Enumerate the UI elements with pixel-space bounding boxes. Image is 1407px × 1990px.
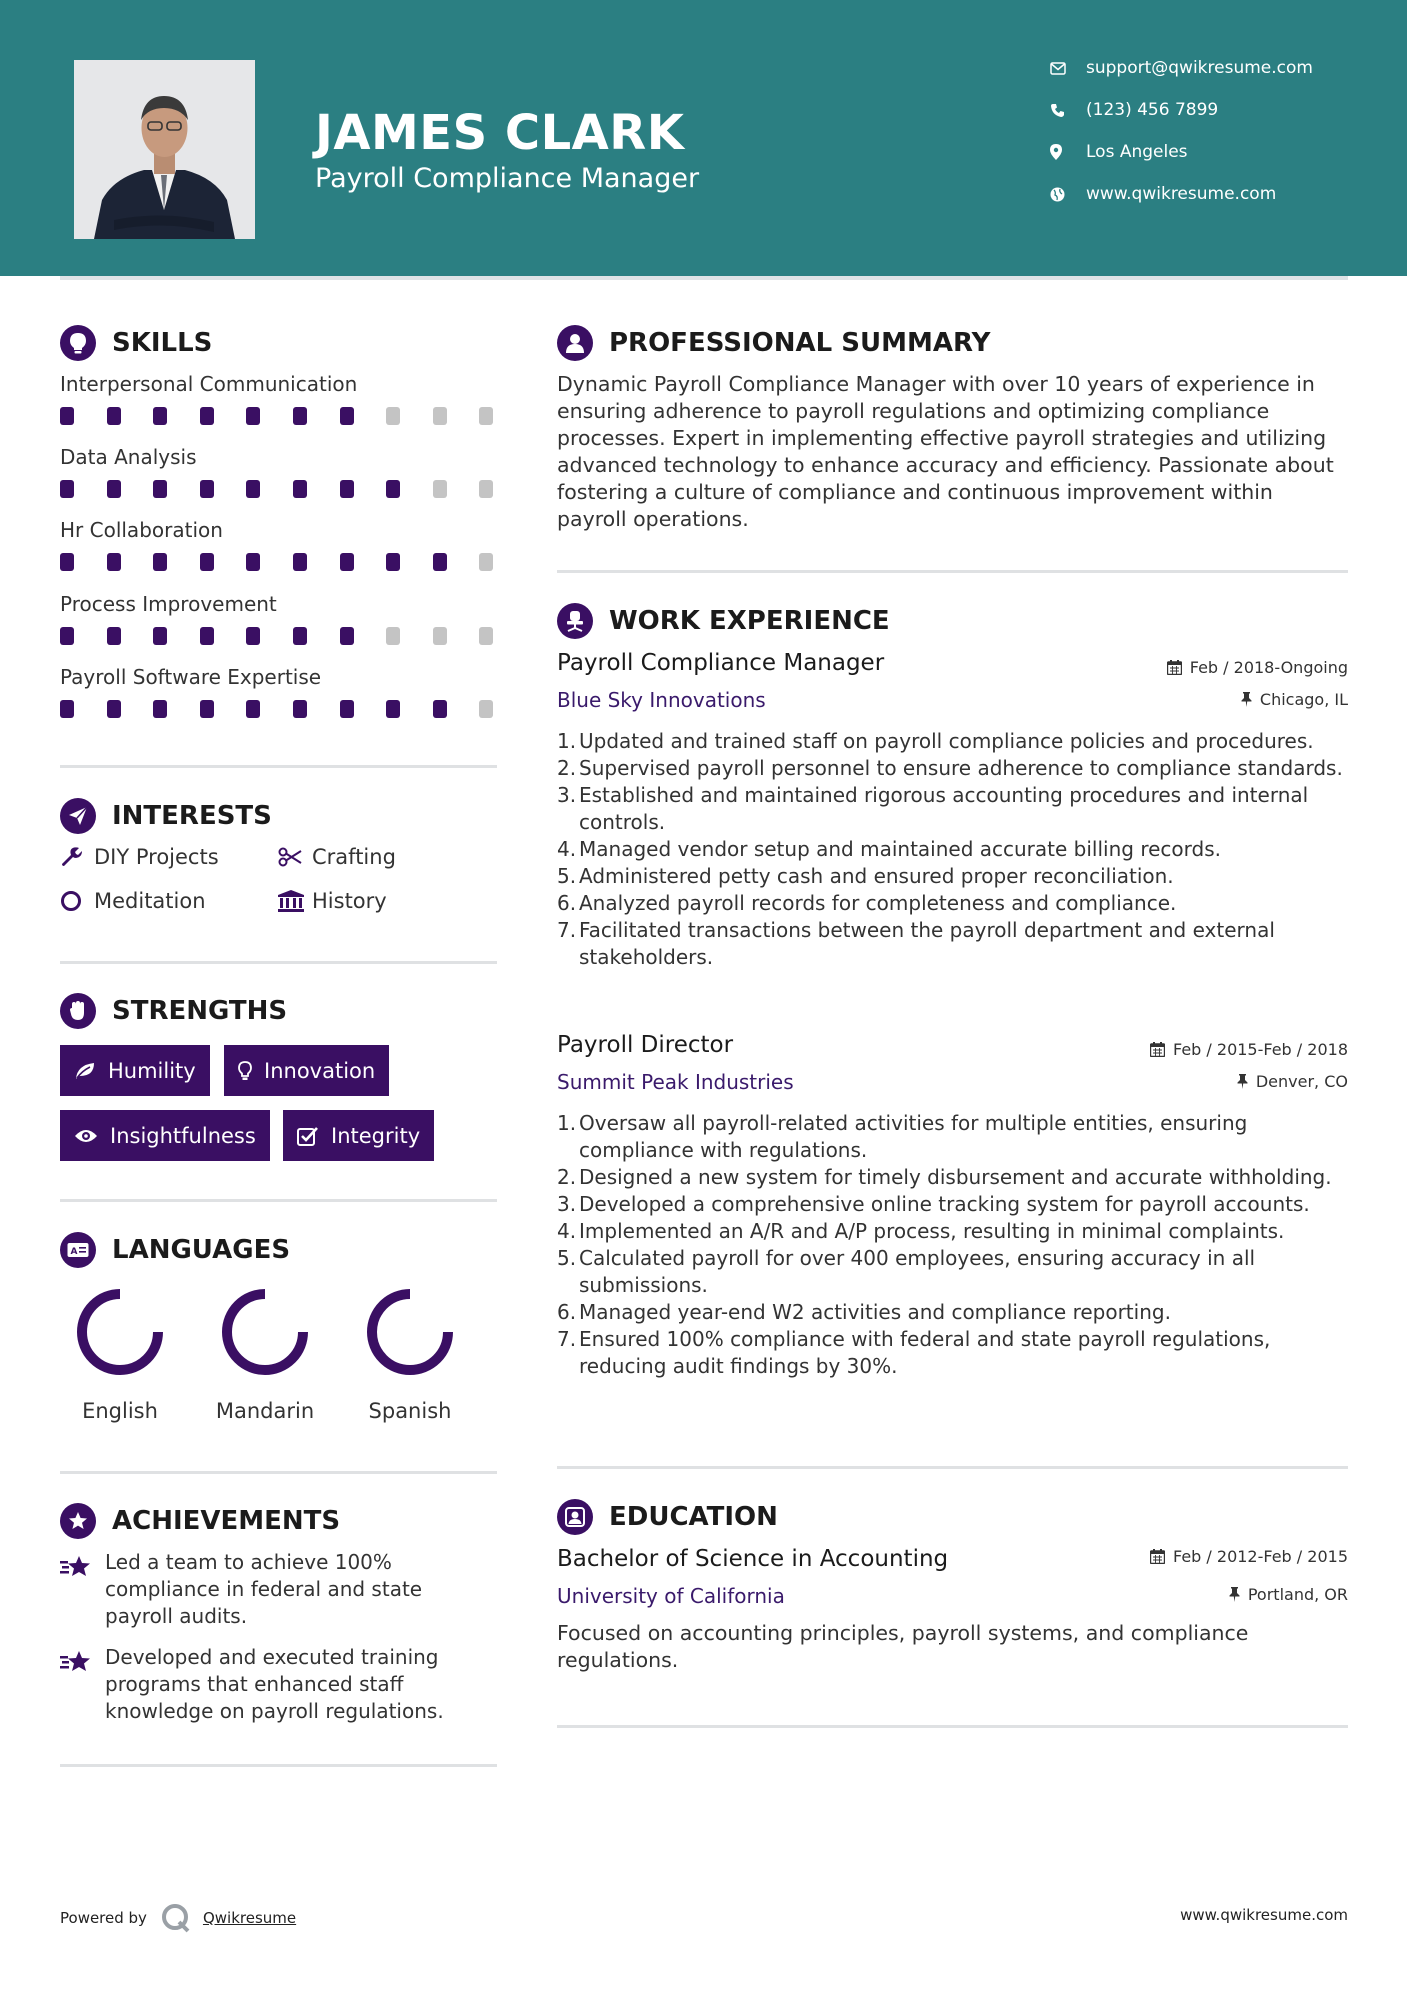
skill-label: Interpersonal Communication <box>60 372 358 396</box>
skill-dot-filled <box>433 700 447 718</box>
job-location: Denver, CO <box>1237 1072 1348 1091</box>
education-degree: Bachelor of Science in Accounting <box>557 1546 949 1572</box>
skill-dot-filled <box>386 700 400 718</box>
thumbtack-icon <box>1241 692 1252 707</box>
skill-dot-filled <box>340 700 354 718</box>
education-description: Focused on accounting principles, payroll systems, and compliance regulations. <box>557 1621 1249 1672</box>
interests-heading: INTERESTS <box>60 798 272 834</box>
job-dates: Feb / 2018-Ongoing <box>1167 658 1348 677</box>
interest-item: DIY Projects <box>60 845 219 869</box>
strength-tag: Insightfulness <box>60 1110 270 1161</box>
skill-dot-filled <box>246 553 260 571</box>
user-icon <box>557 325 593 361</box>
skill-dot-filled <box>246 627 260 645</box>
skill-dot-filled <box>153 553 167 571</box>
education-dates: Feb / 2012-Feb / 2015 <box>1150 1547 1348 1566</box>
skill-dot-filled <box>293 480 307 498</box>
skill-label: Data Analysis <box>60 445 197 469</box>
thumbtack-icon <box>1229 1587 1240 1602</box>
skill-dot-filled <box>200 480 214 498</box>
job-responsibilities <box>557 1110 1347 1380</box>
language-ring <box>82 1294 158 1370</box>
section-divider <box>60 765 497 768</box>
globe-icon <box>1050 187 1086 202</box>
responsibility-item: 6. Managed year-end W2 activities and compliance reporting. <box>557 1300 1171 1324</box>
skill-dot-filled <box>340 407 354 425</box>
strength-tag: Innovation <box>224 1045 389 1096</box>
skill-dot-empty <box>479 480 493 498</box>
skill-dot-filled <box>340 480 354 498</box>
skill-dot-filled <box>153 480 167 498</box>
check-square-icon <box>297 1126 319 1146</box>
interest-item: Meditation <box>60 889 206 913</box>
skill-dot-filled <box>200 700 214 718</box>
languages-heading: A LANGUAGES <box>60 1232 290 1268</box>
skill-dot-empty <box>479 407 493 425</box>
language-icon <box>60 1232 96 1268</box>
contact-phone[interactable] <box>1050 100 1218 120</box>
section-divider <box>60 961 497 964</box>
skill-dot-empty <box>479 700 493 718</box>
skill-dot-filled <box>153 627 167 645</box>
responsibility-item: 7. Facilitated transactions between the payroll department and external stakeholders. <box>557 918 1275 969</box>
responsibility-item: 1. Oversaw all payroll-related activities for multiple entities, ensuring compliance with regulations. <box>557 1111 1248 1162</box>
thumbtack-icon <box>1237 1074 1248 1089</box>
skill-dot-filled <box>200 553 214 571</box>
skill-dot-filled <box>107 407 121 425</box>
responsibility-item: 2. Designed a new system for timely disbursement and accurate withholding. <box>557 1165 1332 1189</box>
skill-dot-filled <box>60 627 74 645</box>
qwikresume-logo-icon <box>161 1903 191 1933</box>
education-heading: EDUCATION <box>557 1499 778 1535</box>
office-chair-icon <box>557 603 593 639</box>
achievement-item: Developed and executed training programs that enhanced staff knowledge on payroll regulations. <box>60 1644 480 1725</box>
institution-icon <box>278 890 312 912</box>
skill-dot-filled <box>246 700 260 718</box>
job-company: Blue Sky Innovations <box>557 688 766 712</box>
scissors-icon <box>278 847 312 867</box>
skill-dot-filled <box>60 407 74 425</box>
calendar-icon <box>1150 1042 1165 1057</box>
language-label: Spanish <box>368 1399 452 1423</box>
skill-dot-empty <box>386 407 400 425</box>
job-responsibilities <box>557 728 1347 971</box>
lightbulb-icon <box>238 1061 252 1081</box>
skill-dot-filled <box>153 407 167 425</box>
qwikresume-link[interactable]: Qwikresume <box>202 1909 297 1927</box>
skill-dot-filled <box>107 480 121 498</box>
job-company: Summit Peak Industries <box>557 1070 794 1094</box>
skill-dot-filled <box>293 627 307 645</box>
language-label: English <box>82 1399 158 1423</box>
section-divider <box>557 570 1348 573</box>
responsibility-item: 1. Updated and trained staff on payroll compliance policies and procedures. <box>557 729 1314 753</box>
work-heading: WORK EXPERIENCE <box>557 603 890 639</box>
skill-label: Payroll Software Expertise <box>60 665 322 689</box>
calendar-icon <box>1167 660 1182 675</box>
skill-dot-filled <box>293 700 307 718</box>
wrench-icon <box>60 846 94 868</box>
responsibility-item: 6. Analyzed payroll records for completeness and compliance. <box>557 891 1177 915</box>
map-marker-icon <box>1050 144 1086 160</box>
job-title: Payroll Compliance Manager <box>557 650 885 676</box>
skill-dot-empty <box>386 627 400 645</box>
job-title: Payroll Director <box>557 1032 734 1058</box>
language-label: Mandarin <box>215 1399 315 1423</box>
circle-icon <box>60 890 94 912</box>
skill-dot-empty <box>433 480 447 498</box>
profile-photo <box>74 60 255 239</box>
skill-dot-filled <box>340 553 354 571</box>
lightbulb-icon <box>60 325 96 361</box>
paper-plane-icon <box>60 798 96 834</box>
skill-dot-filled <box>200 627 214 645</box>
section-divider <box>557 1466 1348 1469</box>
leaf-icon <box>74 1062 96 1080</box>
eye-icon <box>74 1128 98 1144</box>
skill-dot-empty <box>433 407 447 425</box>
footer-url[interactable]: www.qwikresume.com <box>1180 1906 1348 1924</box>
footer-branding <box>60 1903 296 1933</box>
summary-text: Dynamic Payroll Compliance Manager with over 10 years of experience in ensuring adherence to payroll regulations and optimizing compliance processes. Expert in implementing effective payroll strategies and utilizing advanced technology to enhance accuracy and efficiency. Passionate about fostering a culture of compliance and continuous improvement within payroll operations. <box>557 372 1334 531</box>
star-badge-icon <box>60 1503 96 1539</box>
skill-dot-filled <box>107 627 121 645</box>
candidate-role: Payroll Compliance Manager <box>315 163 700 194</box>
contact-email-text: support@qwikresume.com <box>1086 58 1313 78</box>
responsibility-item: 4. Managed vendor setup and maintained accurate billing records. <box>557 837 1221 861</box>
svg-text:A: A <box>70 1247 78 1257</box>
interest-item: History <box>278 889 387 913</box>
skill-dot-filled <box>107 553 121 571</box>
language-ring <box>227 1294 303 1370</box>
powered-by-text: Powered by <box>60 1909 147 1927</box>
star-icon <box>60 1549 105 1630</box>
contact-website-text: www.qwikresume.com <box>1086 184 1277 204</box>
skill-dot-empty <box>433 627 447 645</box>
skill-dot-filled <box>293 407 307 425</box>
skill-dot-filled <box>246 480 260 498</box>
skill-dot-filled <box>60 480 74 498</box>
star-icon <box>60 1644 105 1725</box>
achievements-heading: ACHIEVEMENTS <box>60 1503 340 1539</box>
responsibility-item: 5. Administered petty cash and ensured proper reconciliation. <box>557 864 1174 888</box>
education-school: University of California <box>557 1584 785 1608</box>
interest-item: Crafting <box>278 845 396 869</box>
section-divider <box>60 1199 497 1202</box>
calendar-icon <box>1150 1549 1165 1564</box>
skill-label: Process Improvement <box>60 592 277 616</box>
contact-phone-text: (123) 456 7899 <box>1086 100 1219 120</box>
strength-tag: Humility <box>60 1045 210 1096</box>
language-rings <box>60 1280 480 1390</box>
skill-dot-filled <box>200 407 214 425</box>
hand-fist-icon <box>60 993 96 1029</box>
skill-dot-filled <box>153 700 167 718</box>
achievement-item: Led a team to achieve 100% compliance in federal and state payroll audits. <box>60 1549 480 1630</box>
responsibility-item: 3. Established and maintained rigorous accounting procedures and internal controls. <box>557 783 1309 834</box>
skill-dot-filled <box>60 553 74 571</box>
responsibility-item: 2. Supervised payroll personnel to ensure adherence to compliance standards. <box>557 756 1343 780</box>
phone-icon <box>1050 103 1086 118</box>
skill-dot-filled <box>107 700 121 718</box>
skills-heading: SKILLS <box>60 325 212 361</box>
skill-dot-filled <box>433 553 447 571</box>
skill-dot-filled <box>293 553 307 571</box>
skill-dot-empty <box>479 627 493 645</box>
contact-location-text: Los Angeles <box>1086 142 1188 162</box>
skill-label: Hr Collaboration <box>60 518 223 542</box>
skill-dot-empty <box>479 553 493 571</box>
strengths-heading: STRENGTHS <box>60 993 287 1029</box>
skill-dot-filled <box>386 480 400 498</box>
skill-dot-filled <box>246 407 260 425</box>
language-ring <box>372 1294 448 1370</box>
header-divider <box>60 276 1348 280</box>
contact-email[interactable] <box>1050 58 1313 78</box>
graduate-icon <box>557 1499 593 1535</box>
skill-dot-filled <box>340 627 354 645</box>
candidate-name: JAMES CLARK <box>315 105 685 161</box>
responsibility-item: 5. Calculated payroll for over 400 employees, ensuring accuracy in all submissions. <box>557 1246 1256 1297</box>
responsibility-item: 7. Ensured 100% compliance with federal and state payroll regulations, reducing audit findings by 30%. <box>557 1327 1271 1378</box>
section-divider <box>557 1725 1348 1728</box>
skill-dot-filled <box>386 553 400 571</box>
job-dates: Feb / 2015-Feb / 2018 <box>1150 1040 1348 1059</box>
section-divider <box>60 1764 497 1767</box>
resume-header <box>0 0 1407 276</box>
skill-dot-filled <box>60 700 74 718</box>
education-location: Portland, OR <box>1229 1585 1348 1604</box>
summary-heading: PROFESSIONAL SUMMARY <box>557 325 990 361</box>
contact-website[interactable] <box>1050 184 1276 204</box>
envelope-icon <box>1050 62 1086 75</box>
section-divider <box>60 1471 497 1474</box>
responsibility-item: 4. Implemented an A/R and A/P process, resulting in minimal complaints. <box>557 1219 1285 1243</box>
responsibility-item: 3. Developed a comprehensive online tracking system for payroll accounts. <box>557 1192 1310 1216</box>
strength-tag: Integrity <box>283 1110 434 1161</box>
contact-location <box>1050 142 1188 162</box>
job-location: Chicago, IL <box>1241 690 1348 709</box>
